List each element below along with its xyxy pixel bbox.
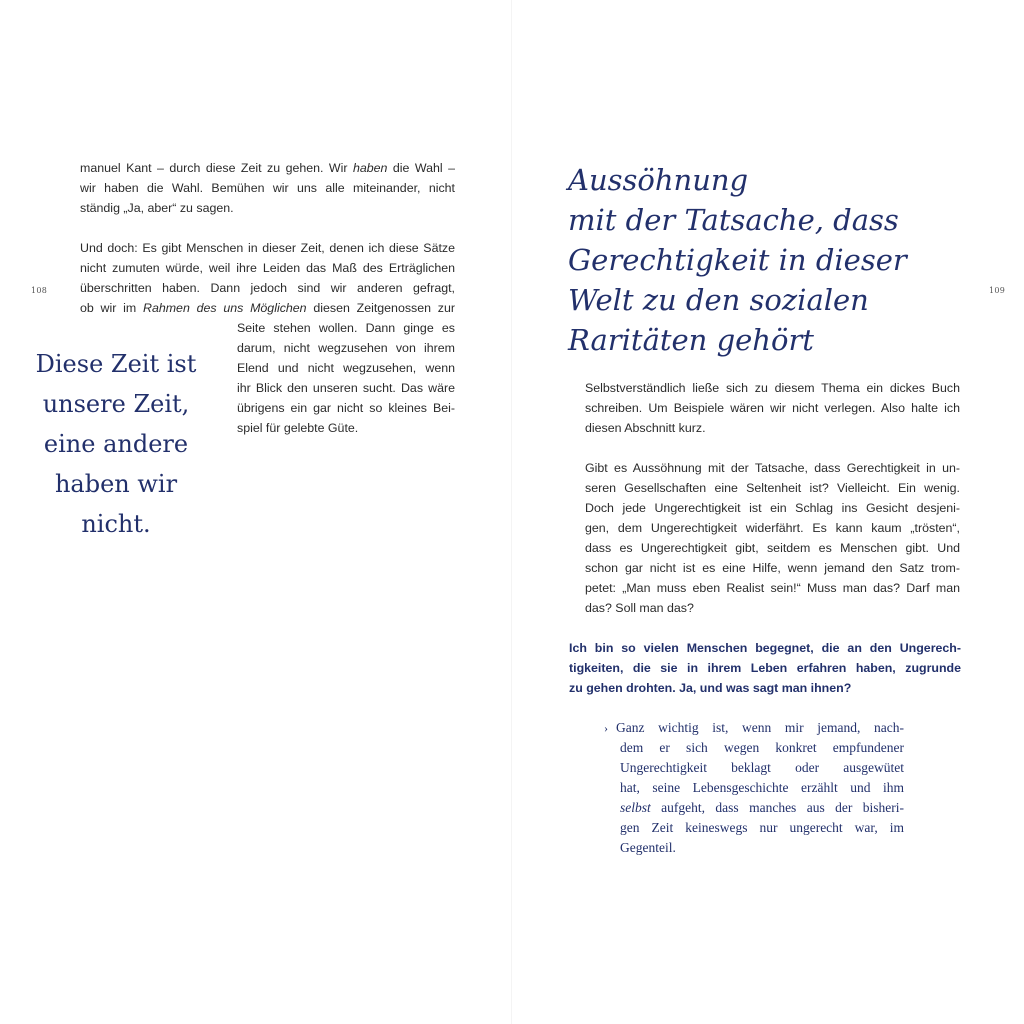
left-paragraph-2-continued [237,318,455,438]
right-page [512,0,1024,1024]
answer-line: selbst aufgeht, dass manches aus der bisheri- [620,800,904,815]
text-line: petet: „Man muss eben Realist sein!“ Muss man das? Darf man [585,581,960,595]
text-line: Gibt es Aussöhnung mit der Tatsache, dass Gerechtigkeit in un- [585,461,960,475]
heading-line: Aussöhnung [568,163,749,197]
text-line: das? Soll man das? [585,601,694,615]
text-line: seren Gesellschaften eine Seltenheit ist? Vielleicht. Ein wenig. [585,481,960,495]
text-line: dass es Ungerechtigkeit gibt, seitdem es Menschen gibt. Und [585,541,960,555]
text-line: übrigens ein gar nicht so kleines Bei- [237,401,455,415]
text-line: diesen Abschnitt kurz. [585,421,706,435]
text-line: Seite stehen wollen. Dann ginge es [237,321,455,335]
text-line: überschritten haben. Dann jedoch sind wir anderen gefragt, [80,281,455,295]
left-paragraph-2 [80,238,455,318]
text-line: spiel für gelebte Güte. [237,421,359,435]
pull-quote-line: unsere Zeit, [42,390,190,418]
text-line: Selbstverständlich ließe sich zu diesem Thema ein dickes Buch [585,381,960,395]
question-highlight [569,638,961,698]
pull-quote-line: eine andere [43,430,189,458]
text-line: Elend und nicht wegzusehen, wenn [237,361,455,375]
text-line: Und doch: Es gibt Menschen in dieser Zeit, denen ich diese Sätze [80,241,455,255]
text-line: ständig „Ja, aber“ zu sagen. [80,201,234,215]
pull-quote [26,344,206,544]
text-line: ihr Blick den unseren sucht. Das wäre [237,381,455,395]
page-number-left: 108 [31,286,48,295]
page-number-right: 109 [989,286,1006,295]
heading-line: Raritäten gehört [568,323,814,357]
answer-line: dem er sich wegen konkret empfundener [620,740,904,755]
text-line: schreiben. Um Beispiele wären wir nicht verlegen. Also halte ich [585,401,960,415]
text-line: ob wir im Rahmen des uns Möglichen diesen Zeitgenossen zur [80,301,455,315]
pull-quote-line: haben wir [54,470,178,498]
text-line: darum, nicht wegzusehen von ihrem [237,341,455,355]
text-line: schon gar nicht ist es eine Hilfe, wenn jemand den Satz trom- [585,561,960,575]
question-line: Ich bin so vielen Menschen begegnet, die an den Ungerech- [569,641,961,655]
answer-line: gen Zeit keineswegs nur ungerecht war, im [620,820,904,835]
text-line: nicht zumuten würde, weil ihre Leiden das Maß des Erträglichen [80,261,455,275]
text-line: wir haben die Wahl. Bemühen wir uns alle miteinander, nicht [80,181,455,195]
right-paragraph-2 [585,458,960,618]
pull-quote-line: Diese Zeit ist [35,350,197,378]
text-line: manuel Kant – durch diese Zeit zu gehen. Wir haben die Wahl – [80,161,455,175]
text-line: Doch jede Ungerechtigkeit ist ein Schlag ins Gesicht desjeni- [585,501,960,515]
answer-line: Ungerechtigkeit beklagt oder ausgewütet [620,760,904,775]
text-line: gen, dem Ungerechtigkeit widerfährt. Es kann kaum „trösten“, [585,521,960,535]
right-paragraph-1 [585,378,960,438]
question-line: zu gehen drohten. Ja, und was sagt man ihnen? [569,681,852,695]
heading-line: mit der Tatsache, dass [568,203,899,237]
answer-line: Gegenteil. [620,840,676,855]
heading-line: Gerechtigkeit in dieser [568,243,907,277]
answer-block [604,718,904,858]
left-paragraph-1 [80,158,455,218]
answer-line: Ganz wichtig ist, wenn mir jemand, nach- [616,720,904,735]
heading-line: Welt zu den sozialen [568,283,869,317]
answer-line: hat, seine Lebensgeschichte erzählt und ihm [620,780,904,795]
question-line: tigkeiten, die sie in ihrem Leben erfahren haben, zugrunde [569,661,961,675]
pull-quote-line: nicht. [81,510,151,538]
chevron-right-icon: › [604,721,608,735]
section-heading [568,160,1008,360]
